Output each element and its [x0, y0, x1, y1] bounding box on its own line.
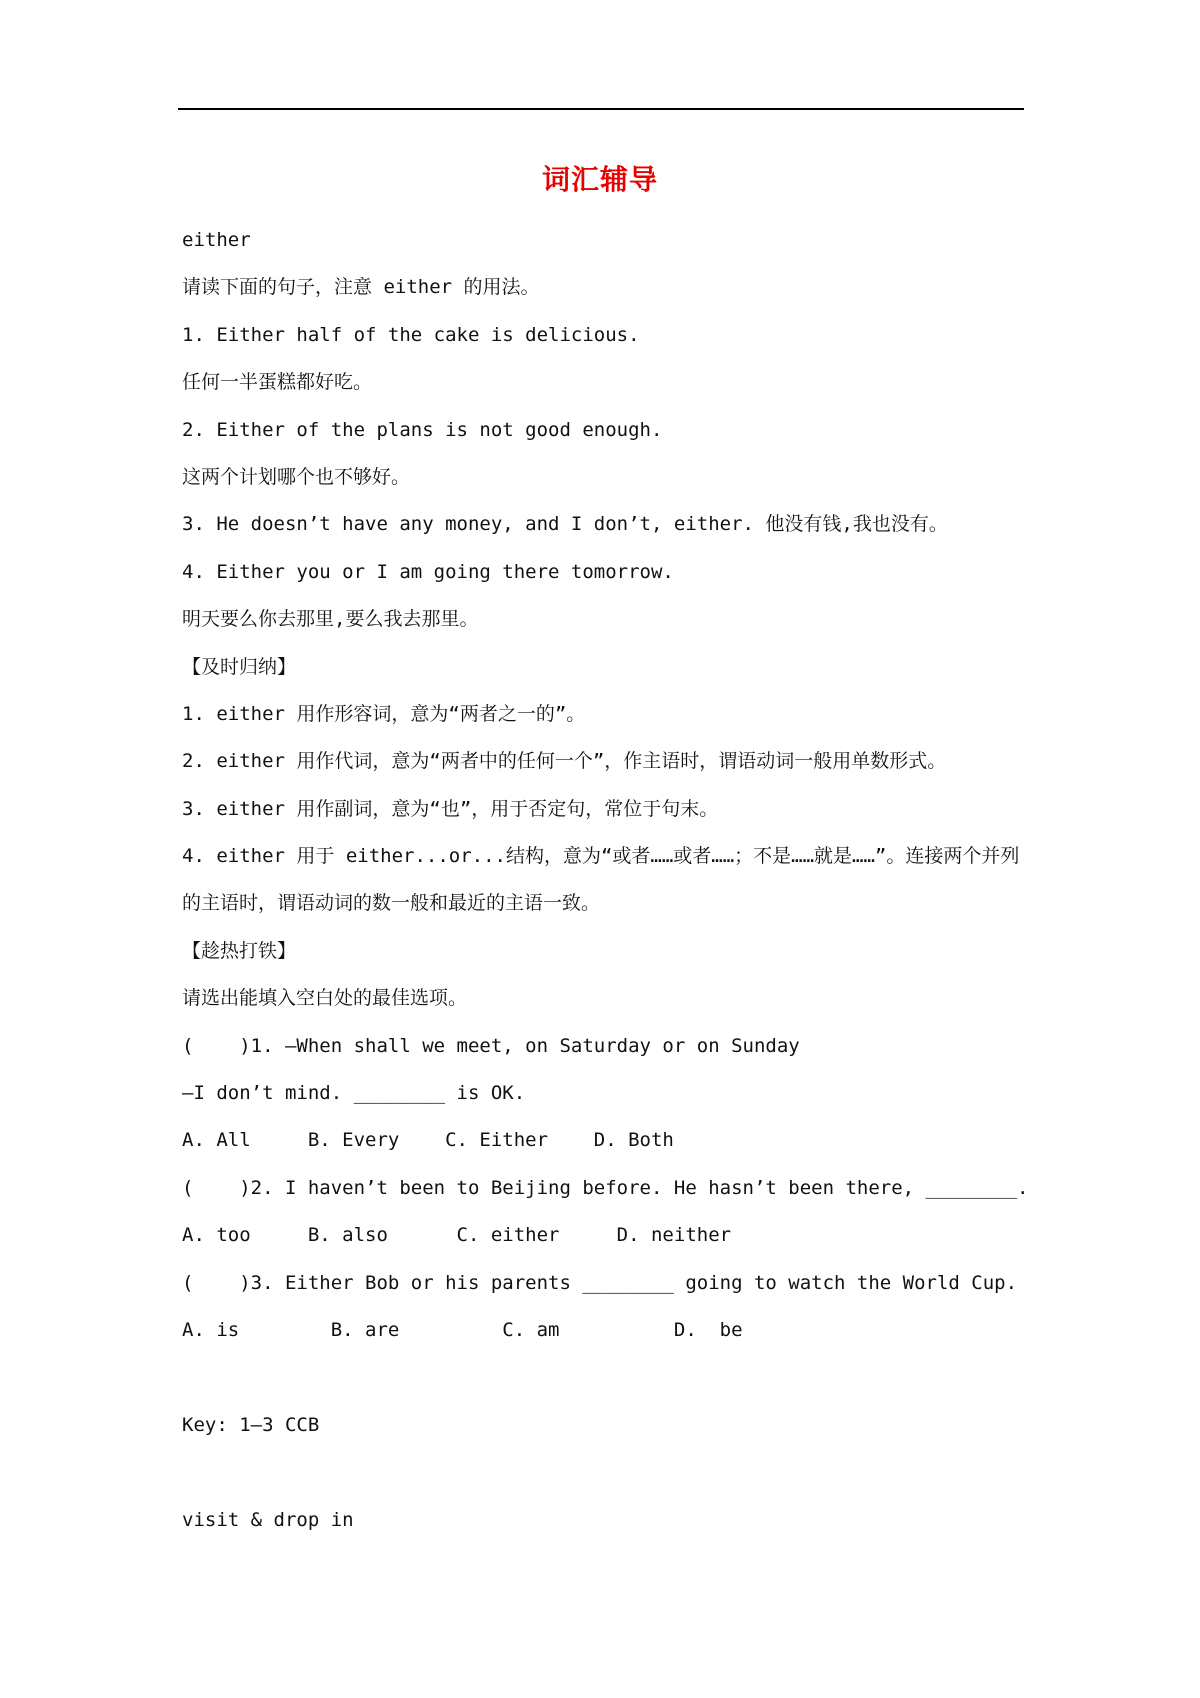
example-translation-2: 这两个计划哪个也不够好。: [182, 465, 411, 488]
example-translation-1: 任何一半蛋糕都好吃。: [182, 371, 373, 394]
question-2-options: A. too B. also C. either D. neither: [182, 1224, 732, 1247]
document-body: [182, 217, 1028, 1544]
summary-point-3: 3. either 用作副词，意为“也”，用于否定句，常位于句末。: [182, 797, 719, 820]
question-1-answer-line: —I don’t mind. ________ is OK.: [182, 1082, 526, 1105]
example-translation-4: 明天要么你去那里,要么我去那里。: [182, 608, 479, 631]
example-sentence-3: 3. He doesn’t have any money, and I don’t, either. 他没有钱,我也没有。: [182, 513, 948, 536]
exercise-heading: 【趁热打铁】: [182, 939, 297, 962]
example-sentence-1: 1. Either half of the cake is delicious.: [182, 323, 640, 346]
question-1: ( )1. —When shall we meet, on Saturday or on Sunday: [182, 1034, 800, 1057]
page-title: 词汇辅导: [541, 163, 658, 196]
next-section-heading: visit & drop in: [182, 1508, 354, 1531]
example-sentence-2: 2. Either of the plans is not good enough.: [182, 418, 663, 441]
summary-point-4: 4. either 用于 either...or...结构，意为“或者……或者……；不是……就是……”。连接两个并列的主语时，谓语动词的数一般和最近的主语一致。: [182, 845, 1020, 915]
question-2: ( )2. I haven’t been to Beijing before. He hasn’t been there, ________.: [182, 1176, 1029, 1199]
exercise-instruction: 请选出能填入空白处的最佳选项。: [182, 987, 468, 1010]
summary-heading: 【及时归纳】: [182, 655, 297, 678]
summary-point-2: 2. either 用作代词，意为“两者中的任何一个”，作主语时，谓语动词一般用单数形式。: [182, 750, 947, 773]
summary-point-1: 1. either 用作形容词，意为“两者之一的”。: [182, 702, 586, 725]
answer-key: Key: 1—3 CCB: [182, 1413, 320, 1436]
question-1-options: A. All B. Every C. Either D. Both: [182, 1129, 674, 1152]
header-rule: [178, 108, 1024, 110]
spacer: [182, 1354, 1028, 1401]
spacer: [182, 1449, 1028, 1496]
section-heading-either: either: [182, 229, 251, 251]
question-3-options: A. is B. are C. am D. be: [182, 1319, 743, 1342]
question-3: ( )3. Either Bob or his parents ________ going to watch the World Cup.: [182, 1271, 1018, 1294]
instruction-text: 请读下面的句子，注意 either 的用法。: [182, 276, 540, 299]
example-sentence-4: 4. Either you or I am going there tomorrow.: [182, 560, 674, 583]
